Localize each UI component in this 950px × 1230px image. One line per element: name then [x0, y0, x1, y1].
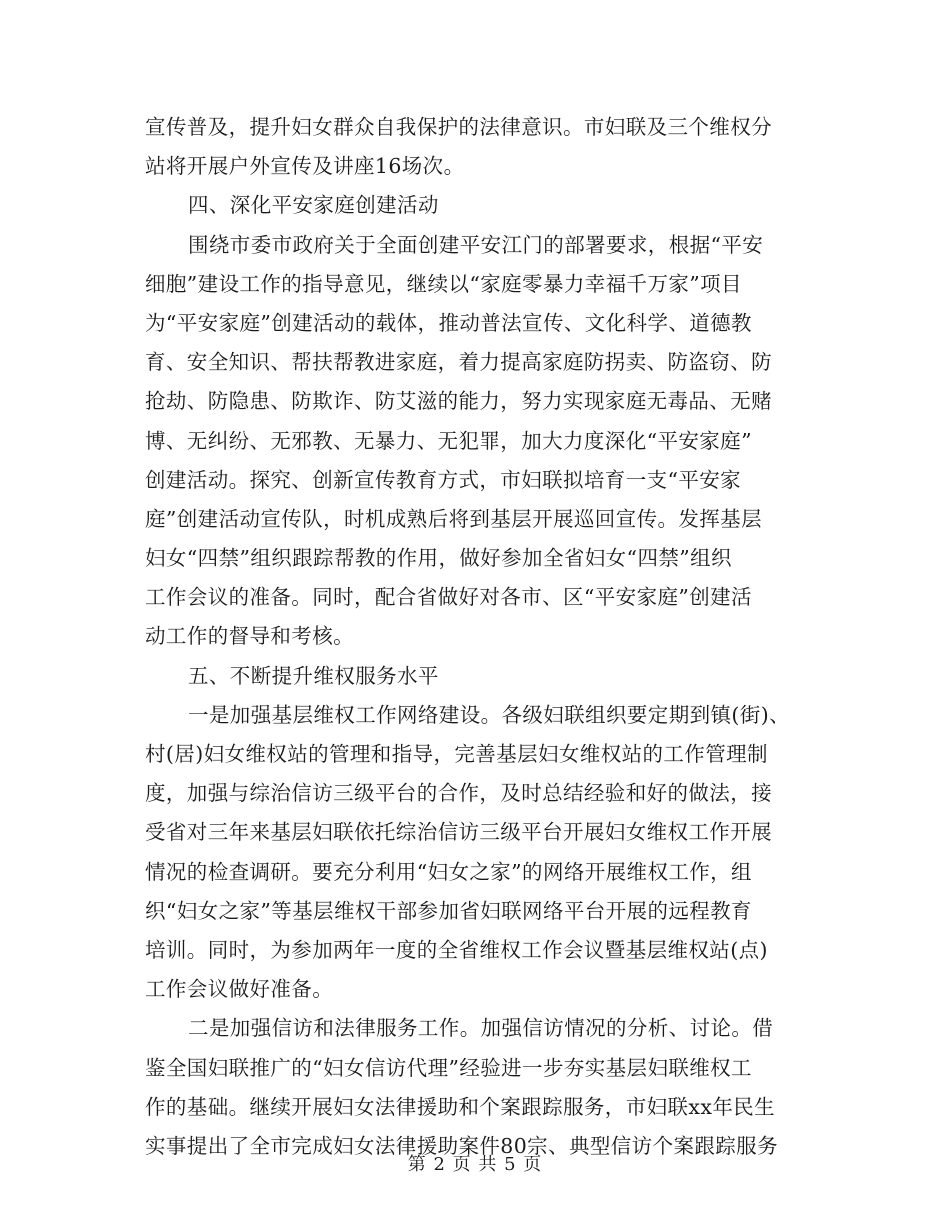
text-line: 抢劫、防隐患、防欺诈、防艾滋的能力，努力实现家庭无毒品、无赌 [145, 389, 772, 414]
text-line: 妇女“四禁”组织跟踪帮教的作用，做好参加全省妇女“四禁”组织 [145, 546, 732, 571]
text-line: 织“妇女之家”等基层维权干部参加省妇联网络平台开展的远程教育 [145, 898, 752, 923]
text-line: 受省对三年来基层妇联依托综治信访三级平台开展妇女维权工作开展 [145, 820, 772, 845]
text-line: 工作会议的准备。同时，配合省做好对各市、区“平安家庭”创建活 [145, 585, 752, 610]
text-line: 博、无纠纷、无邪教、无暴力、无犯罪，加大力度深化“平安家庭” [145, 428, 752, 453]
paragraph-start: 一是加强基层维权工作网络建设。各级妇联组织要定期到镇(街)、 [188, 702, 790, 727]
text-line: 育、安全知识、帮扶帮教进家庭，着力提高家庭防拐卖、防盗窃、防 [145, 350, 772, 375]
text-line: 为“平安家庭”创建活动的载体，推动普法宣传、文化科学、道德教 [145, 310, 752, 335]
page-number-footer: 第 2 页 共 5 页 [407, 1154, 543, 1175]
text-line: 鉴全国妇联推广的“妇女信访代理”经验进一步夯实基层妇联维权工 [145, 1055, 752, 1080]
text-line: 情况的检查调研。要充分利用“妇女之家”的网络开展维权工作，组 [145, 859, 752, 884]
text-line: 培训。同时，为参加两年一度的全省维权工作会议暨基层维权站(点) [145, 937, 768, 962]
text-line: 村(居)妇女维权站的管理和指导，完善基层妇女维权站的工作管理制 [145, 742, 768, 766]
text-line: 工作会议做好准备。 [145, 977, 334, 1002]
text-line: 宣传普及，提升妇女群众自我保护的法律意识。市妇联及三个维权分 [145, 115, 772, 139]
document-body [145, 108, 810, 1166]
section-heading: 五、不断提升维权服务水平 [188, 663, 439, 688]
text-line: 庭”创建活动宣传队，时机成熟后将到基层开展巡回宣传。发挥基层 [145, 506, 762, 531]
text-line: 创建活动。探究、创新宣传教育方式，市妇联拟培育一支“平安家 [145, 467, 742, 492]
section-heading: 四、深化平安家庭创建活动 [188, 193, 439, 218]
text-line: 动工作的督导和考核。 [145, 624, 354, 649]
text-line: 实事提出了全市完成妇女法律援助案件80宗、典型信访个案跟踪服务 [145, 1133, 778, 1158]
text-line: 作的基础。继续开展妇女法律援助和个案跟踪服务，市妇联xx年民生 [145, 1094, 776, 1119]
paragraph-start: 二是加强信访和法律服务工作。加强信访情况的分析、讨论。借 [188, 1016, 774, 1041]
text-line: 细胞”建设工作的指导意见，继续以“家庭零暴力幸福千万家”项目 [145, 271, 742, 296]
text-line: 站将开展户外宣传及讲座16场次。 [145, 154, 465, 179]
paragraph-start: 围绕市委市政府关于全面创建平安江门的部署要求，根据“平安 [188, 232, 764, 257]
text-line: 度，加强与综治信访三级平台的合作，及时总结经验和好的做法，接 [145, 781, 772, 806]
